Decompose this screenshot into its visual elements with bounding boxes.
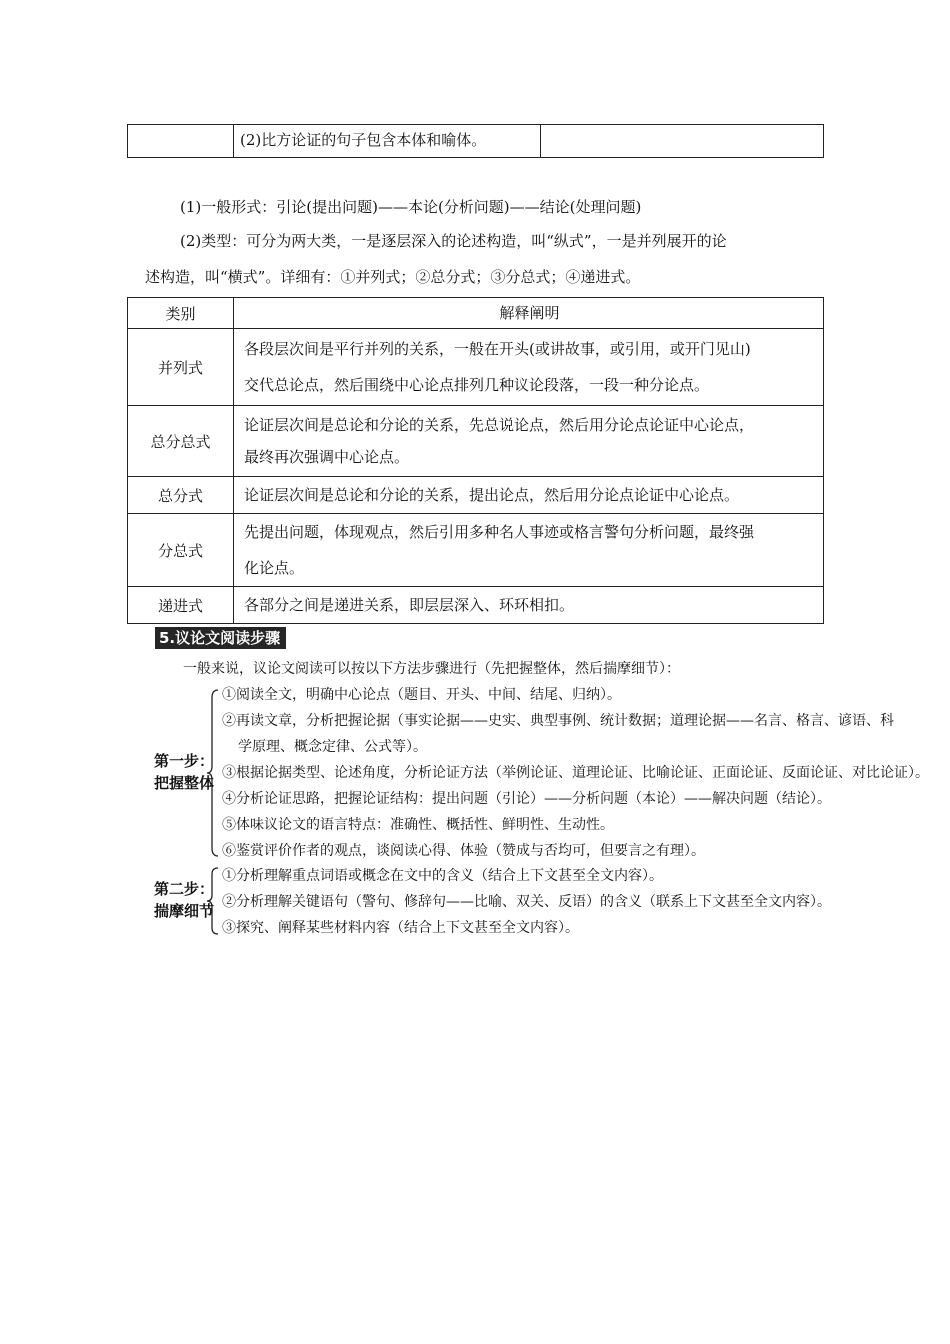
description-cell: 各部分之间是递进关系，即层层深入、环环相扣。 xyxy=(234,587,824,624)
paragraph-types-cont: 述构造，叫“横式”。详细有：①并列式；②总分式；③分总式；④递进式。 xyxy=(145,268,641,286)
step1-item: ⑤体味议论文的语言特点：准确性、概括性、鲜明性、生动性。 xyxy=(222,817,614,833)
brace-icon xyxy=(206,688,220,858)
desc-line: 论证层次间是总论和分论的关系，先总说论点，然后用分论点论证中心论点， xyxy=(244,416,755,434)
desc-line: 化论点。 xyxy=(244,559,305,577)
desc-line: 先提出问题，体现观点，然后引用多种名人事迹或格言警句分析问题，最终强 xyxy=(244,523,755,541)
empty-cell xyxy=(541,125,823,157)
header-cell: 解释阐明 xyxy=(234,298,824,329)
section-intro: 一般来说，议论文阅读可以按以下方法步骤进行（先把握整体，然后揣摩细节）： xyxy=(183,661,680,677)
paragraph-types: (2)类型：可分为两大类，一是逐层深入的论述构造，叫“纵式”，一是并列展开的论 xyxy=(180,232,727,250)
description-cell: 论证层次间是总论和分论的关系，提出论点，然后用分论点论证中心论点。 xyxy=(234,477,824,514)
desc-line: 交代总论点，然后围绕中心论点排列几种议论段落，一段一种分论点。 xyxy=(244,376,710,394)
description-cell xyxy=(234,514,824,587)
step2-label-b: 揣摩细节 xyxy=(153,902,214,920)
step2-label-a: 第二步： xyxy=(153,880,214,898)
step1-label-b: 把握整体 xyxy=(153,774,214,792)
paragraph-form: (1)一般形式：引论(提出问题)——本论(分析问题)——结论(处理问题) xyxy=(180,198,642,216)
desc-line: 最终再次强调中心论点。 xyxy=(244,448,410,466)
table-row xyxy=(128,406,824,477)
step2-item: ①分析理解重点词语或概念在文中的含义（结合上下文甚至全文内容）。 xyxy=(222,868,663,884)
empty-cell xyxy=(128,125,234,157)
table-row xyxy=(128,587,824,624)
step2-item: ③探究、阐释某些材料内容（结合上下文甚至全文内容）。 xyxy=(222,920,579,936)
step1-item: ⑥鉴赏评价作者的观点，谈阅读心得、体验（赞成与否均可，但要言之有理）。 xyxy=(222,843,705,859)
brace-icon xyxy=(206,866,220,936)
category-cell: 总分总式 xyxy=(128,406,234,477)
table-row xyxy=(128,514,824,587)
step1-item: ②再读文章，分析把握论据（事实论据——史实、典型事例、统计数据；道理论据——名言、格言、谚语、科 xyxy=(222,713,894,729)
description-cell xyxy=(234,329,824,406)
category-cell: 并列式 xyxy=(128,329,234,406)
table-header-row xyxy=(128,298,824,329)
step1-item: ③根据论据类型、论述角度，分析论证方法（举例论证、道理论证、比喻论证、正面论证、反面论证、对比论证）。 xyxy=(222,765,929,781)
continuation-table xyxy=(127,124,824,158)
step2-item: ②分析理解关键语句（警句、修辞句——比喻、双关、反语）的含义（联系上下文甚至全文内容）。 xyxy=(222,894,831,910)
step1-item-cont: 学原理、概念定律、公式等）。 xyxy=(238,739,427,755)
category-cell: 分总式 xyxy=(128,514,234,587)
structure-table xyxy=(127,297,824,624)
section-title: 5.议论文阅读步骤 xyxy=(155,627,286,649)
step1-item: ④分析论证思路，把握论证结构：提出问题（引论）——分析问题（本论）——解决问题（结论）。 xyxy=(222,791,831,807)
description-cell xyxy=(234,406,824,477)
step1-label-a: 第一步： xyxy=(153,752,214,770)
step1-item: ①阅读全文，明确中心论点（题目、开头、中间、结尾、归纳）。 xyxy=(222,687,621,703)
table-cell: (2)比方论证的句子包含本体和喻体。 xyxy=(234,125,541,157)
header-cell: 类别 xyxy=(128,298,234,329)
desc-line: 各段层次间是平行并列的关系，一般在开头(或讲故事，或引用，或开门见山) xyxy=(244,340,751,358)
table-row xyxy=(128,477,824,514)
table-row xyxy=(128,329,824,406)
category-cell: 总分式 xyxy=(128,477,234,514)
category-cell: 递进式 xyxy=(128,587,234,624)
